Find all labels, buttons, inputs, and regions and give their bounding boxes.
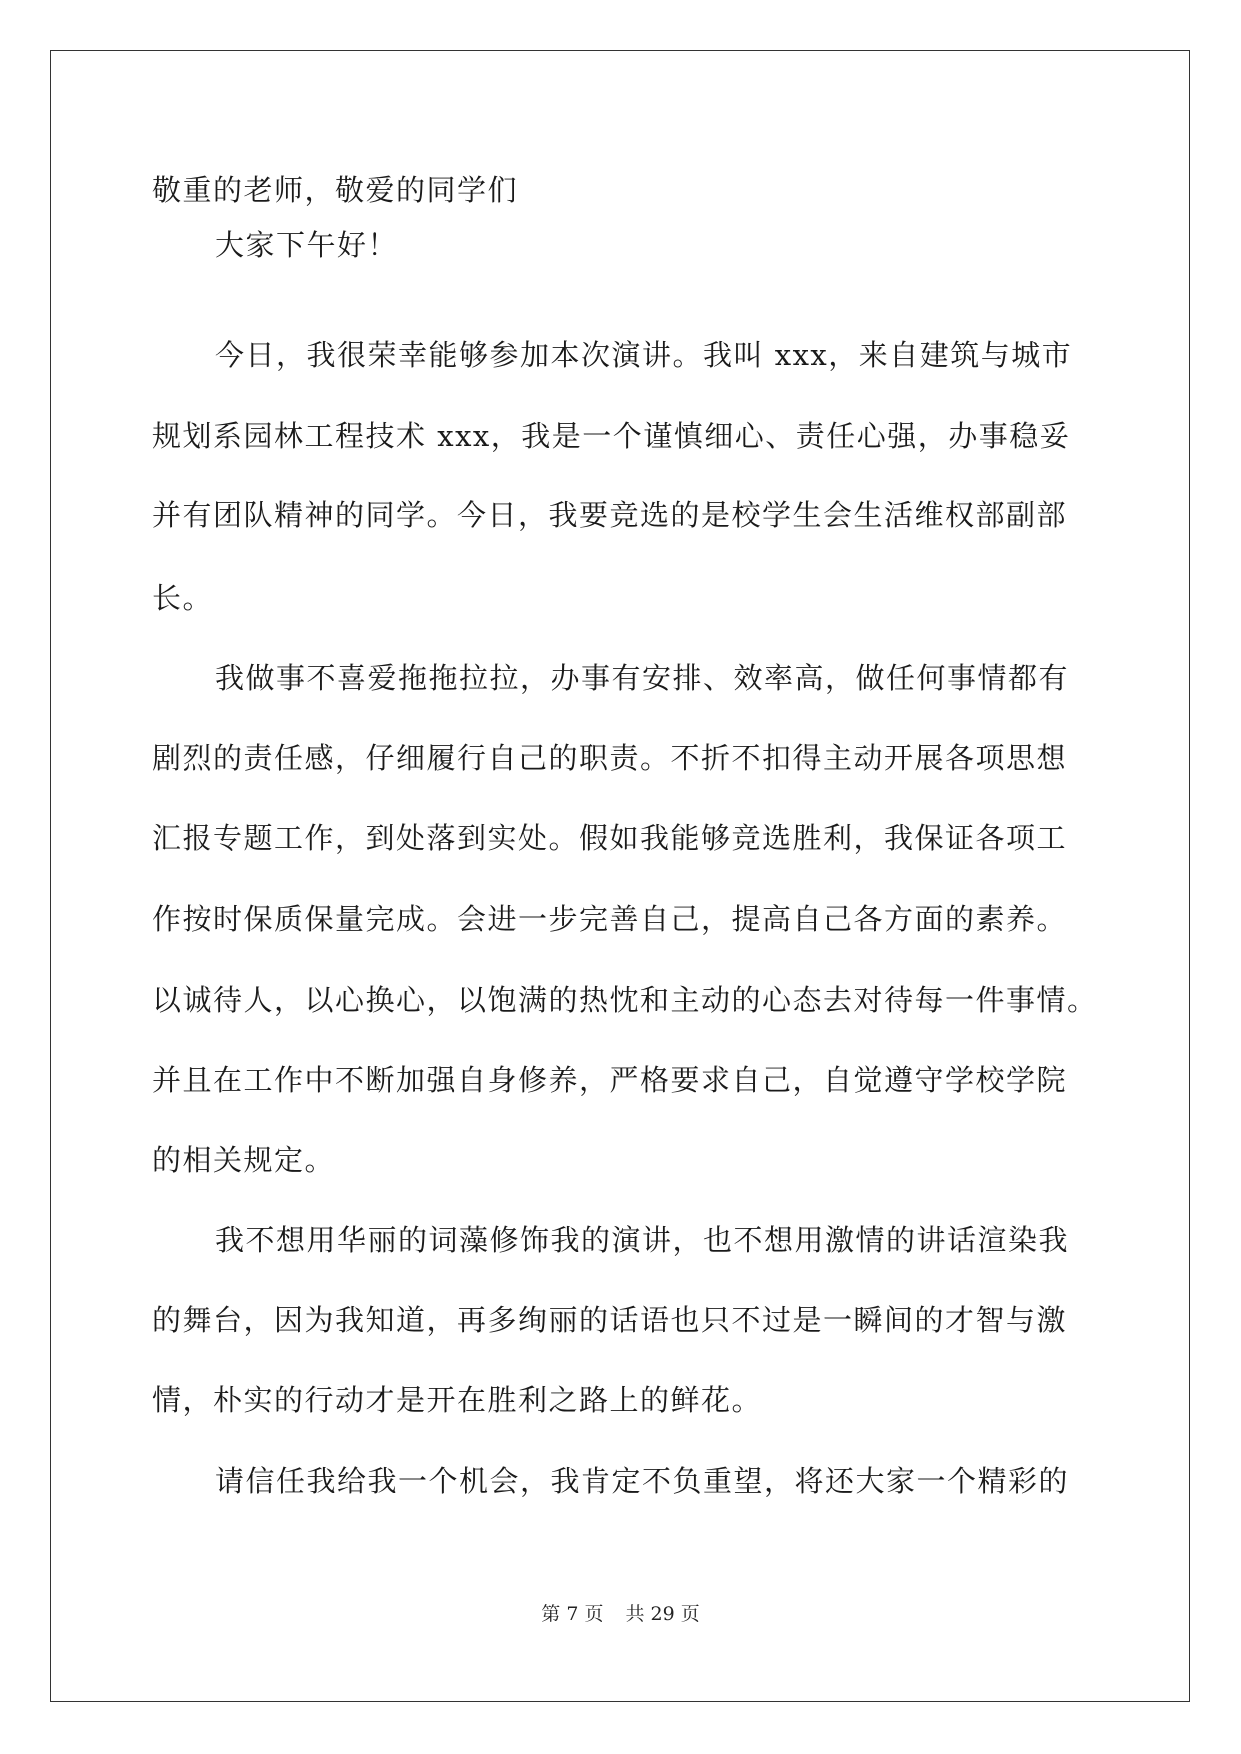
greeting-line: 大家下午好！ xyxy=(215,228,399,262)
page-footer xyxy=(0,1602,1241,1626)
paragraph-line: 我做事不喜爱拖拖拉拉，办事有安排、效率高，做任何事情都有 xyxy=(215,661,1070,695)
paragraph-line: 规划系园林工程技术 xxx，我是一个谨慎细心、责任心强，办事稳妥 xyxy=(152,419,1071,453)
paragraph-line: 情，朴实的行动才是开在胜利之路上的鲜花。 xyxy=(152,1383,763,1417)
paragraph-line: 以诚待人，以心换心，以饱满的热忱和主动的心态去对待每一件事情。 xyxy=(152,983,1098,1017)
paragraph-line: 的舞台，因为我知道，再多绚丽的话语也只不过是一瞬间的才智与激 xyxy=(152,1303,1068,1337)
page-border xyxy=(50,50,1190,1702)
paragraph-line: 的相关规定。 xyxy=(152,1143,336,1177)
paragraph-line: 我不想用华丽的词藻修饰我的演讲，也不想用激情的讲话渲染我 xyxy=(215,1223,1070,1257)
paragraph-line: 作按时保质保量完成。会进一步完善自己，提高自己各方面的素养。 xyxy=(152,902,1068,936)
paragraph-line: 剧烈的责任感，仔细履行自己的职责。不折不扣得主动开展各项思想 xyxy=(152,741,1068,775)
page-number: 第 7 页 xyxy=(541,1603,604,1625)
paragraph-line: 长。 xyxy=(152,581,214,615)
salutation-line: 敬重的老师，敬爱的同学们 xyxy=(152,173,519,207)
paragraph-line: 汇报专题工作，到处落到实处。假如我能够竞选胜利，我保证各项工 xyxy=(152,821,1068,855)
total-pages: 共 29 页 xyxy=(625,1603,700,1625)
paragraph-line: 请信任我给我一个机会，我肯定不负重望，将还大家一个精彩的 xyxy=(215,1464,1070,1498)
paragraph-line: 今日，我很荣幸能够参加本次演讲。我叫 xxx，来自建筑与城市 xyxy=(215,338,1073,372)
paragraph-line: 并有团队精神的同学。今日，我要竞选的是校学生会生活维权部副部 xyxy=(152,498,1068,532)
paragraph-line: 并且在工作中不断加强自身修养，严格要求自己，自觉遵守学校学院 xyxy=(152,1063,1068,1097)
